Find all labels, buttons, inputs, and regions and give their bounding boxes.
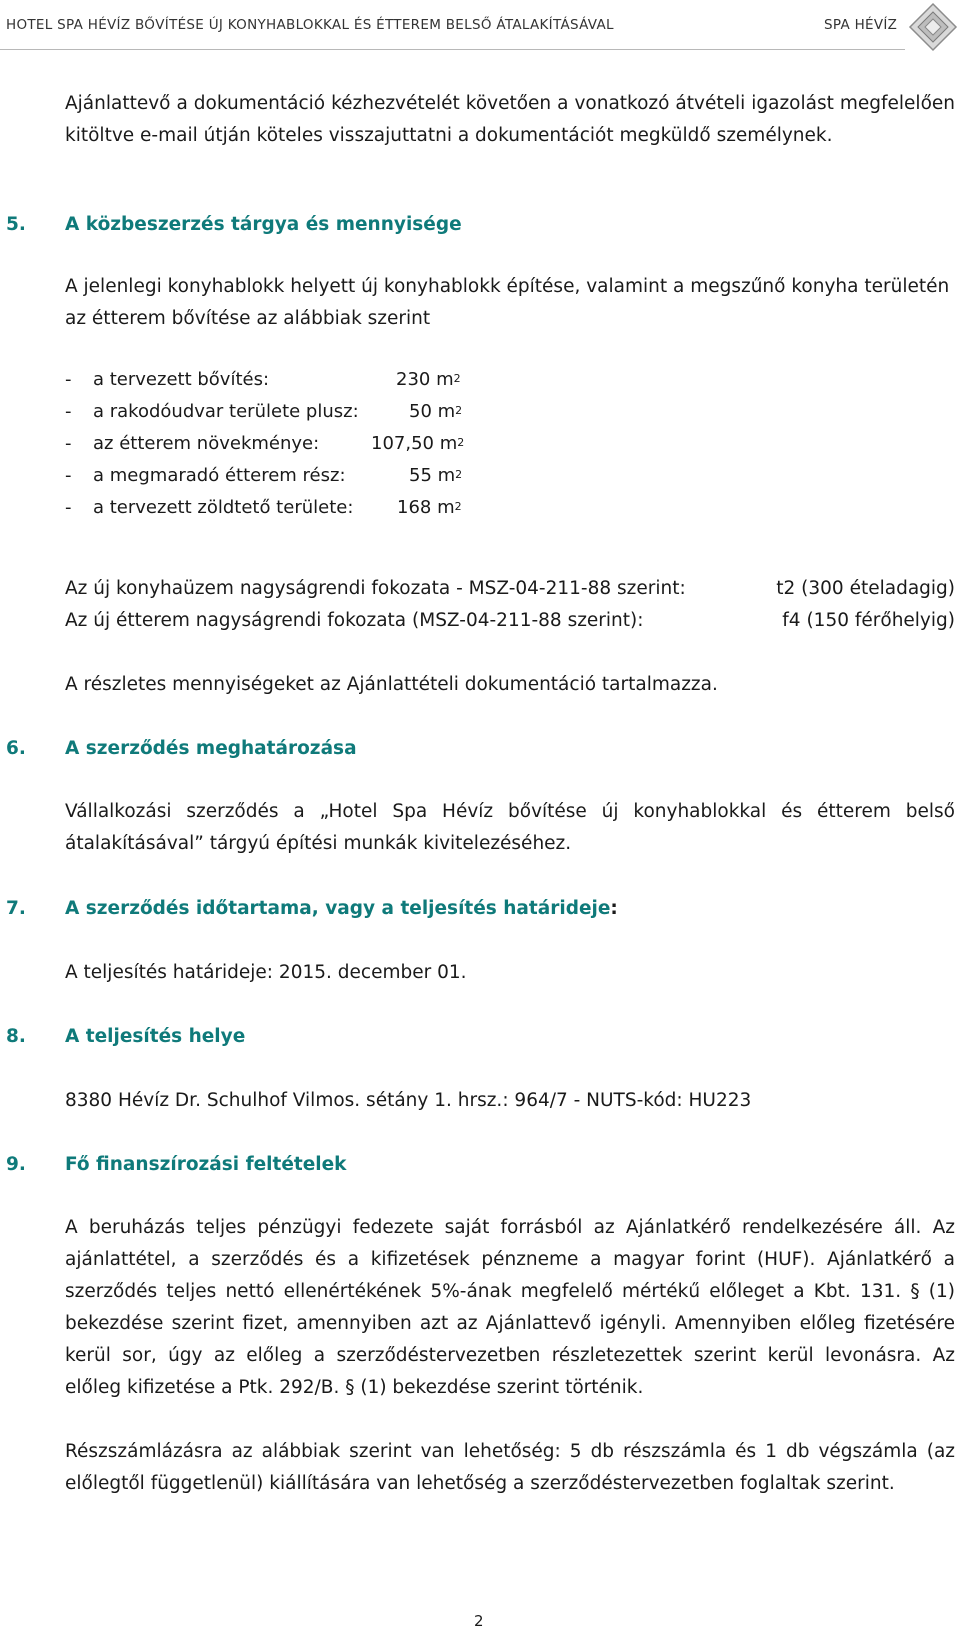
section-number: 6. <box>6 738 26 759</box>
section-9-paragraph: A beruházás teljes pénzügyi fedezete saját forrásból az Ajánlatkérő rendelkezésére áll. Az ajánlattétel, a szerződés és a kifizetések pénzneme a magyar forint (HUF). Ajánlatkérő a szerződés teljes nettó ellenértékének 5%-ának megfelelő mértékű előleget a Kbt. 131. § (1) bekezdése szerint fizet, amennyiben azt az Ajánlattevő igényli. Amennyiben előleg fizetésére kerül sor, úgy az előleg a szerződéstervezetben részletezettek szerint kerül levonásra. Az előleg kifizetése a Ptk. 292/B. § (1) bekezdése szerint történik. <box>65 1217 955 1398</box>
section-8-heading <box>6 1021 245 1053</box>
quantity-detail-paragraph: A részletes mennyiségeket az Ajánlattételi dokumentáció tartalmazza. <box>65 674 718 695</box>
list-value: 107,50 $m^2$ <box>371 433 465 454</box>
section-5-heading <box>6 209 462 241</box>
section-number: 8. <box>6 1026 26 1047</box>
list-value: 168 $m^2$ <box>397 497 462 518</box>
diamond-emblem-icon <box>908 2 958 52</box>
list-label: az étterem növekménye: <box>93 433 320 454</box>
kitchen-capacity-row <box>65 573 955 605</box>
section-7-heading: 7. A szerződés időtartama, vagy a teljesítés határideje: <box>6 893 618 925</box>
list-dash: - <box>65 433 72 454</box>
list-dash: - <box>65 369 72 390</box>
section-title: A teljesítés helye <box>65 1026 246 1047</box>
section-number: 7. <box>6 898 26 919</box>
restaurant-capacity-value: f4 (150 férőhelyig) <box>782 610 955 631</box>
list-dash: - <box>65 497 72 518</box>
list-value: 50 $m^2$ <box>409 401 463 422</box>
section-6-heading <box>6 733 357 765</box>
section-5-paragraph: A jelenlegi konyhablokk helyett új konyhablokk építése, valamint a megszűnő konyha területén az étterem bővítése az alábbiak szerint <box>65 276 950 329</box>
section-8-paragraph: 8380 Hévíz Dr. Schulhof Vilmos. sétány 1. hrsz.: 964/7 - NUTS-kód: HU223 <box>65 1090 752 1111</box>
section-number: 9. <box>6 1154 26 1175</box>
header-rule <box>0 49 905 50</box>
list-value: 230 $m^2$ <box>396 369 461 390</box>
section-6-paragraph: Vállalkozási szerződés a „Hotel Spa Hévíz bővítése új konyhablokkal és étterem belső átalakításával” tárgyú építési munkák kivitelezéséhez. <box>65 801 955 854</box>
header-title: HOTEL SPA HÉVÍZ BŐVÍTÉSE ÚJ KONYHABLOKKAL ÉS ÉTTEREM BELSŐ ÁTALAKÍTÁSÁVAL <box>6 17 614 33</box>
list-label: a rakodóudvar területe plusz: <box>93 401 359 422</box>
page-header <box>0 0 960 52</box>
section-title: Fő finanszírozási feltételek <box>65 1154 347 1175</box>
list-dash: - <box>65 401 72 422</box>
header-brand: SPA HÉVÍZ <box>824 17 898 33</box>
section-title: A közbeszerzés tárgya és mennyisége <box>65 214 462 235</box>
section-title: A szerződés meghatározása <box>65 738 357 759</box>
section-9-heading <box>6 1149 346 1181</box>
list-label: a tervezett bővítés: <box>93 369 270 390</box>
kitchen-capacity-label: Az új konyhaüzem nagyságrendi fokozata - MSZ-04-211-88 szerint: <box>65 578 686 599</box>
list-label: a tervezett zöldtető területe: <box>93 497 354 518</box>
page-number: 2 <box>474 1612 484 1630</box>
restaurant-capacity-label: Az új étterem nagyságrendi fokozata (MSZ-04-211-88 szerint): <box>65 610 644 631</box>
section-number: 5. <box>6 214 26 235</box>
intro-paragraph: Ajánlattevő a dokumentáció kézhezvételét követően a vonatkozó átvételi igazolást megfelelően kitöltve e-mail útján köteles visszajuttatni a dokumentációt megküldő személynek. <box>65 93 955 146</box>
list-dash: - <box>65 465 72 486</box>
list-value: 55 $m^2$ <box>409 465 463 486</box>
list-label: a megmaradó étterem rész: <box>93 465 346 486</box>
section-9-paragraph-2: Részszámlázásra az alábbiak szerint van lehetőség: 5 db részszámla és 1 db végszámla (az előlegtől függetlenül) kiállítására van lehetőség a szerződéstervezetben foglaltak szerint. <box>65 1441 955 1494</box>
section-title: A szerződés időtartama, vagy a teljesítés határideje <box>65 898 611 919</box>
restaurant-capacity-row <box>65 605 955 637</box>
section-7-paragraph: A teljesítés határideje: 2015. december 01. <box>65 962 467 983</box>
kitchen-capacity-value: t2 (300 ételadagig) <box>776 578 955 599</box>
